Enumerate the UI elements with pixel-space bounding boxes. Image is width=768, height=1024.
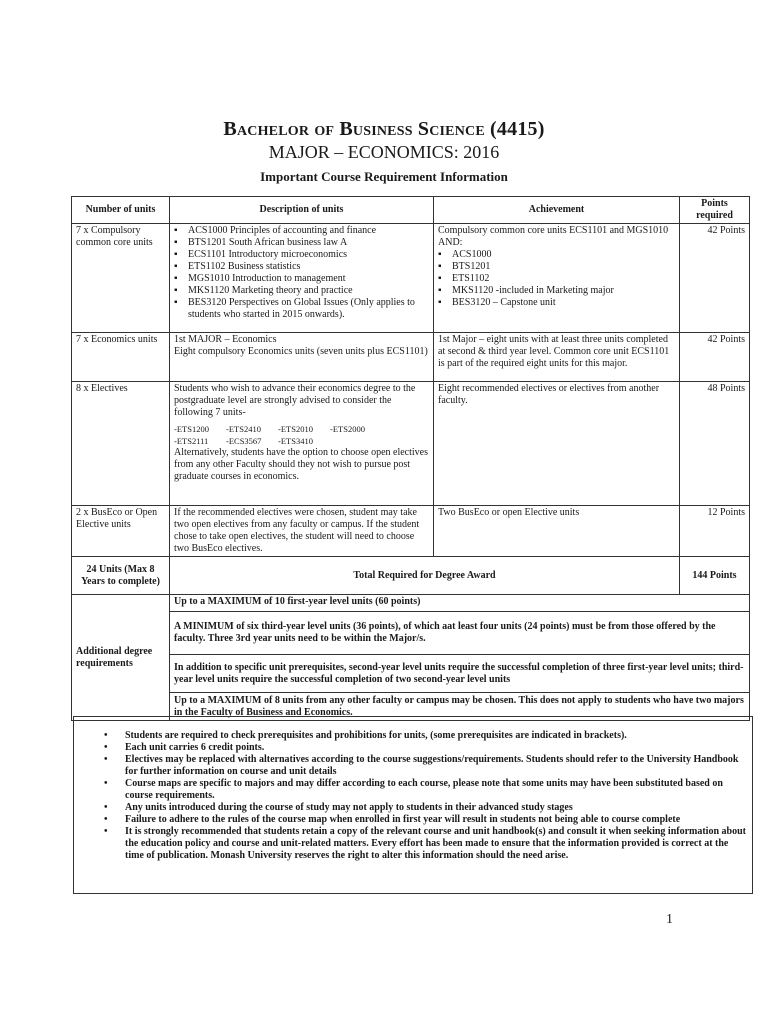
total-label: Total Required for Degree Award [170,557,680,595]
list-item: ▪ ETS1102 [438,273,675,285]
table-row [72,506,750,557]
list-item: ▪ ECS1101 Introductory microeconomics [174,249,429,261]
additional-requirement: Up to a MAXIMUM of 8 units from any other faculty or campus may be chosen. This does not apply to students who have two majors in the Faculty of Business and Economics. [170,693,750,721]
total-units: 24 Units (Max 8 Years to complete) [72,557,170,595]
page-number: 1 [666,912,673,927]
additional-requirement: In addition to specific unit prerequisites, second-year level units require the successful completion of three first-year level units; third-year level units require the successful completion of two second-year level units [170,655,750,693]
table-header-row [72,197,750,224]
additional-row [72,612,750,655]
unit-code: -ETS2010 [278,424,313,434]
description-cell [170,224,434,333]
additional-requirement: Up to a MAXIMUM of 10 first-year level units (60 points) [170,595,750,612]
note-item: • Each unit carries 6 credit points. [104,742,748,754]
list-item: ▪ BES3120 – Capstone unit [438,297,675,309]
column-header: Points required [680,197,750,224]
table-row [72,224,750,333]
additional-row [72,655,750,693]
description-cell [170,333,434,382]
list-item: ▪ ETS1102 Business statistics [174,261,429,273]
unit-code: -ETS2111 [174,436,209,446]
additional-requirement: A MINIMUM of six third-year level units (36 points), of which aat least four units (24 points) must be from those offered by the faculty. Three 3rd year units need to be within the Major/s. [170,612,750,655]
list-item: ▪ BTS1201 South African business law A [174,237,429,249]
note-item: • Electives may be replaced with alternatives according to the course suggestions/requirements. Students should refer to the University Handbook for further information on course and unit details [104,754,748,778]
unit-code: -ETS1200 [174,424,209,434]
list-item: ▪ BES3120 Perspectives on Global Issues (Only applies to students who started in 2015 onwards). [174,297,429,321]
document-subtitle: MAJOR – ECONOMICS: 2016 [268,142,500,162]
major-description: Eight compulsory Economics units (seven units plus ECS1101) [174,346,428,357]
unit-code: -ETS2000 [330,424,365,434]
additional-requirements-label: Additional degree requirements [72,595,170,721]
points-cell: 12 Points [680,506,750,557]
unit-code: -ETS2410 [226,424,261,434]
list-item: ▪ MGS1010 Introduction to management [174,273,429,285]
list-item: ▪ MKS1120 Marketing theory and practice [174,285,429,297]
units-cell: 2 x BusEco or Open Elective units [72,506,170,557]
achievement-cell: Two BusEco or open Elective units [434,506,680,557]
points-cell: 42 Points [680,224,750,333]
list-item: ▪ MKS1120 -included in Marketing major [438,285,675,297]
unit-code: -ECS3567 [226,436,262,446]
note-item: • Course maps are specific to majors and may differ according to each course, please note that some units may have been substituted based on course requirements. [104,778,748,802]
total-row [72,557,750,595]
note-item: • Any units introduced during the course of study may not apply to students in their advanced study stages [104,802,748,814]
requirements-table [71,196,750,721]
list-item: ▪ ACS1000 Principles of accounting and finance [174,225,429,237]
major-title: 1st MAJOR – Economics [174,334,277,345]
points-cell: 42 Points [680,333,750,382]
column-header: Number of units [72,197,170,224]
column-header: Achievement [434,197,680,224]
achievement-list [438,249,675,309]
units-cell: 7 x Compulsory common core units [72,224,170,333]
electives-alternative: Alternatively, students have the option to choose open electives from any other Faculty should they not wish to pursue post graduate courses in economics. [174,447,429,482]
table-row [72,382,750,506]
note-item: • Failure to adhere to the rules of the course map when enrolled in first year will result in students not being able to course complete [104,814,748,826]
section-heading: Important Course Requirement Information [260,169,508,184]
description-cell: If the recommended electives were chosen, student may take two open electives from any faculty or campus. If the student chose to take open electives, the student will need to choose two BusEco electives. [170,506,434,557]
achievement-cell [434,224,680,333]
note-item: • Students are required to check prerequisites and prohibitions for units, (some prerequisites are indicated in brackets). [104,730,748,742]
points-cell: 48 Points [680,382,750,506]
core-unit-list [174,225,429,321]
units-cell: 8 x Electives [72,382,170,506]
description-cell [170,382,434,506]
list-item: ▪ ACS1000 [438,249,675,261]
note-item: • It is strongly recommended that students retain a copy of the relevant course and unit handbook(s) and consult it when seeking information about the education policy and course and unit-related matters. Every effort has been made to ensure that the information provided is correct at the time of publication. Monash University reserves the right to alter this information should the need arise. [104,826,748,862]
additional-row [72,595,750,612]
notes-list [104,730,748,862]
recommended-unit-codes [174,423,429,447]
achievement-intro: Compulsory common core units ECS1101 and MGS1010 AND: [438,225,669,248]
achievement-cell: 1st Major – eight units with at least three units completed at second & third year level. Common core unit ECS1101 is part of the required eight units for this major. [434,333,680,382]
achievement-cell: Eight recommended electives or electives from another faculty. [434,382,680,506]
electives-advice: Students who wish to advance their economics degree to the postgraduate level are strongly advised to consider the following 7 units- [174,383,416,418]
column-header: Description of units [170,197,434,224]
units-cell: 7 x Economics units [72,333,170,382]
table-row [72,333,750,382]
document-title: Bachelor of Business Science (4415) [223,118,545,140]
list-item: ▪ BTS1201 [438,261,675,273]
total-points: 144 Points [680,557,750,595]
unit-code: -ETS3410 [278,436,313,446]
